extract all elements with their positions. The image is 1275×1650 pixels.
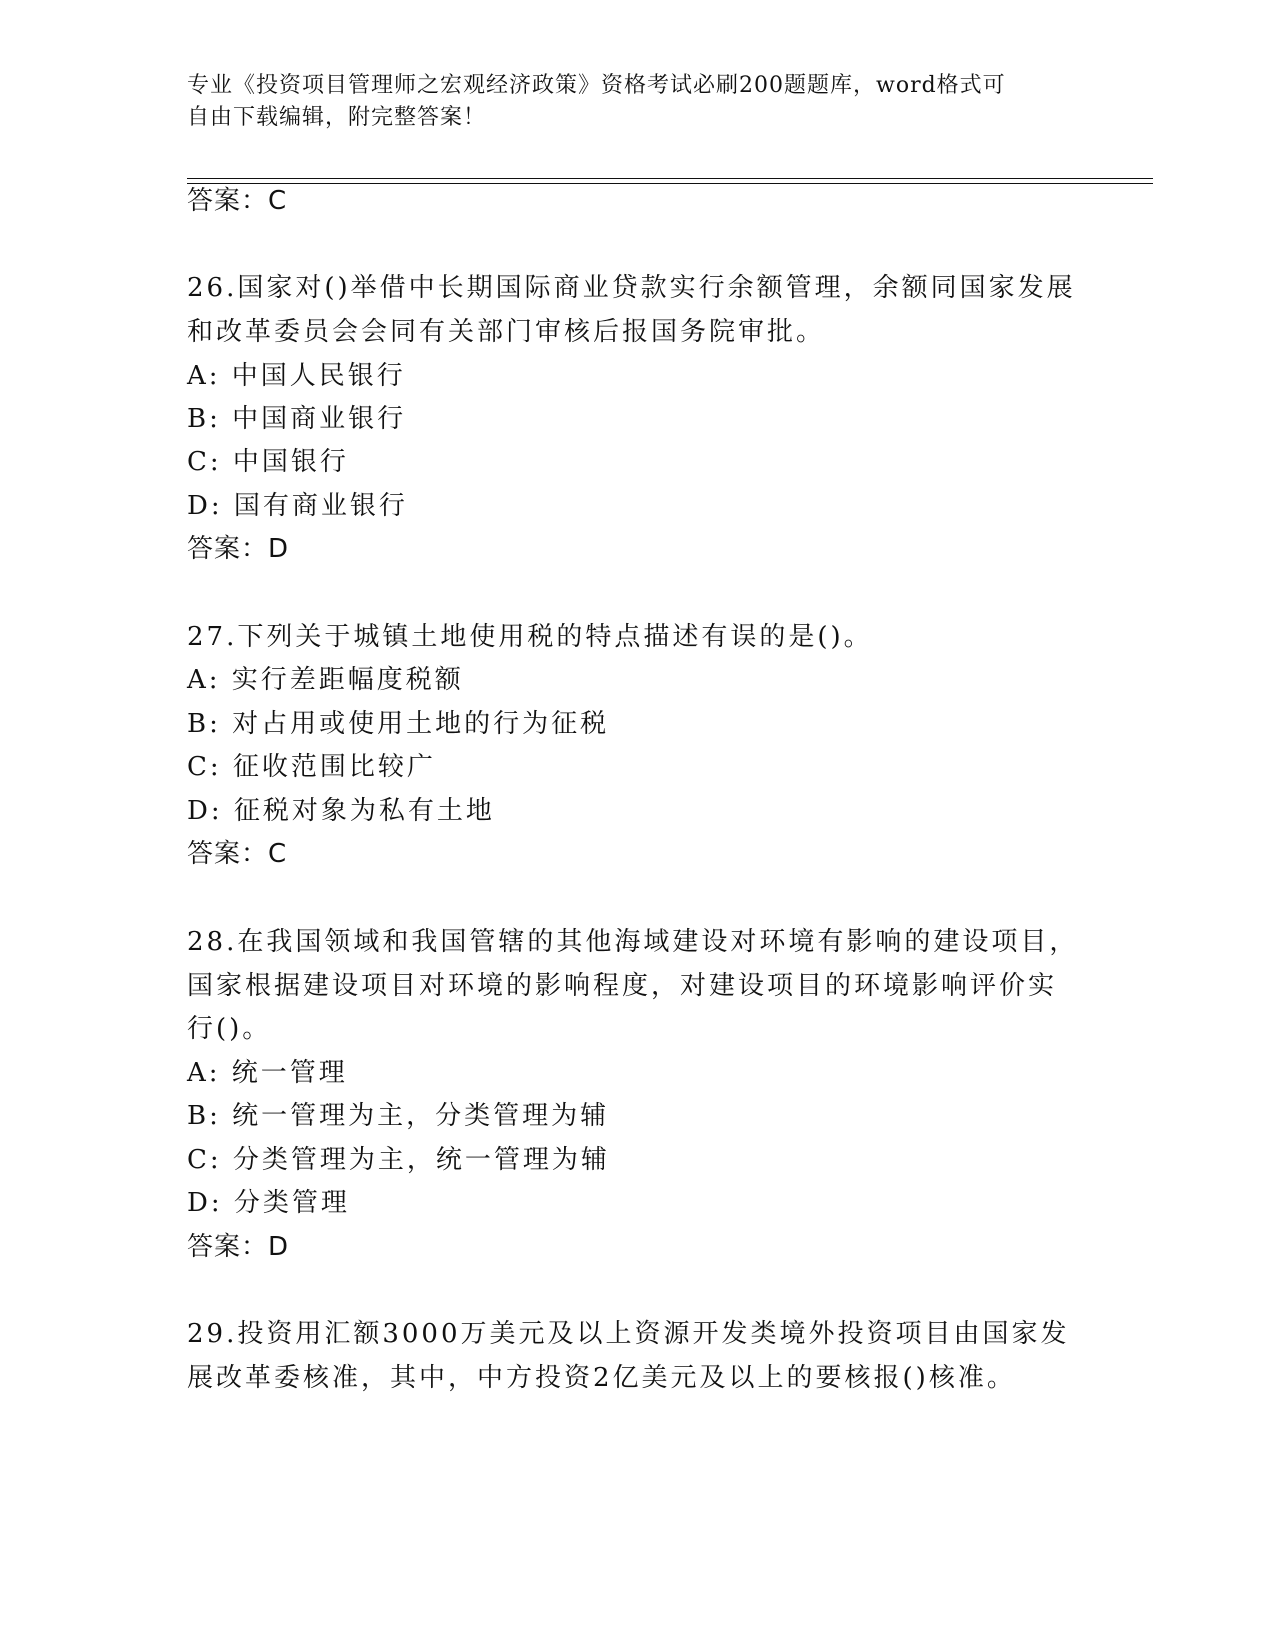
answer-previous: 答案：C <box>187 186 288 216</box>
q28-option-a: A: 统一管理 <box>187 1058 348 1088</box>
q28-option-c: C: 分类管理为主，统一管理为辅 <box>187 1145 610 1175</box>
q26-option-a: A: 中国人民银行 <box>187 361 406 391</box>
q26-option-d: D: 国有商业银行 <box>187 491 408 521</box>
q28-stem-line-1: 28.在我国领域和我国管辖的其他海域建设对环境有影响的建设项目， <box>187 927 1079 957</box>
q28-answer: 答案：D <box>187 1232 290 1262</box>
q28-stem-line-2: 国家根据建设项目对环境的影响程度，对建设项目的环境影响评价实 <box>187 971 1058 1001</box>
header-line-2: 自由下载编辑，附完整答案！ <box>187 105 487 130</box>
q27-option-a: A: 实行差距幅度税额 <box>187 665 464 695</box>
q26-stem-line-1: 26.国家对()举借中长期国际商业贷款实行余额管理，余额同国家发展 <box>187 273 1076 303</box>
q28-option-b: B: 统一管理为主，分类管理为辅 <box>187 1101 610 1131</box>
q29-stem-line-2: 展改革委核准，其中，中方投资2亿美元及以上的要核报()核准。 <box>187 1363 1016 1393</box>
q26-stem-line-2: 和改革委员会会同有关部门审核后报国务院审批。 <box>187 317 826 347</box>
q27-stem-line-1: 27.下列关于城镇土地使用税的特点描述有误的是()。 <box>187 622 873 652</box>
q26-option-c: C: 中国银行 <box>187 447 349 477</box>
q29-stem-line-1: 29.投资用汇额3000万美元及以上资源开发类境外投资项目由国家发 <box>187 1319 1070 1349</box>
q28-stem-line-3: 行()。 <box>187 1014 272 1044</box>
q26-option-b: B: 中国商业银行 <box>187 404 407 434</box>
q26-answer: 答案：D <box>187 534 290 564</box>
header-line-1: 专业《投资项目管理师之宏观经济政策》资格考试必刷200题题库，word格式可 <box>187 73 1006 98</box>
q27-option-b: B: 对占用或使用土地的行为征税 <box>187 709 610 739</box>
q27-option-d: D: 征税对象为私有土地 <box>187 796 495 826</box>
q27-option-c: C: 征收范围比较广 <box>187 752 436 782</box>
q27-answer: 答案：C <box>187 839 288 869</box>
page-header <box>187 70 1067 134</box>
header-rule-bottom <box>187 183 1153 184</box>
header-rule-top <box>187 178 1153 179</box>
q28-option-d: D: 分类管理 <box>187 1188 350 1218</box>
